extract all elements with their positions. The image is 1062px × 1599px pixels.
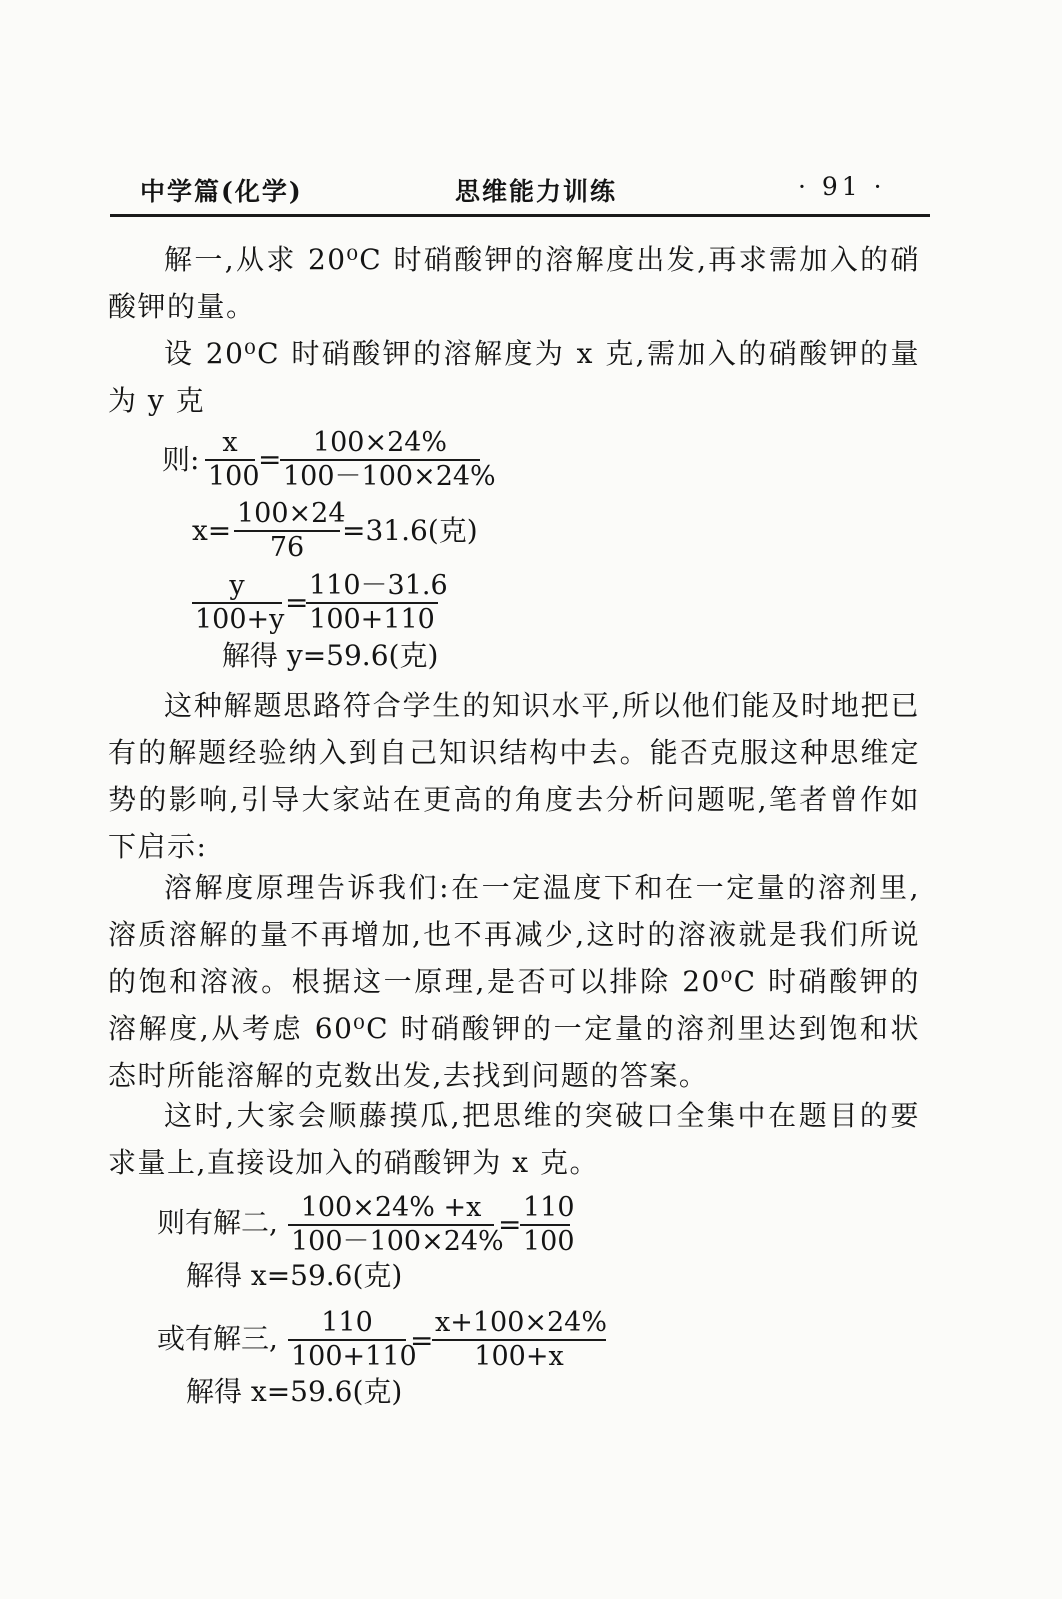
eq4-rhs-denominator: 100 bbox=[523, 1226, 575, 1257]
paragraph-solution-one-intro: 解一,从求 20⁰C 时硝酸钾的溶解度出发,再求需加入的硝酸钾的量。 bbox=[108, 243, 920, 323]
eq3-lhs-fraction bbox=[192, 570, 285, 635]
eq2-fraction bbox=[234, 498, 346, 563]
eq1-rhs-fraction bbox=[280, 427, 496, 492]
eq3-rhs-denominator: 100+110 bbox=[309, 604, 435, 635]
header-section-title: 中学篇(化学) bbox=[140, 177, 303, 206]
eq4-lhs-denominator: 100－100×24% bbox=[291, 1226, 504, 1257]
eq5-rhs-fraction bbox=[432, 1308, 606, 1372]
eq5-lhs-fraction bbox=[288, 1307, 417, 1372]
eq2-prefix: x= bbox=[192, 514, 232, 547]
eq1-equals: = bbox=[258, 443, 282, 476]
eq3-lhs-numerator: y bbox=[192, 571, 282, 604]
eq5-lhs-numerator: 110 bbox=[288, 1308, 406, 1341]
eq1-rhs-denominator: 100－100×24% bbox=[283, 461, 496, 492]
eq5-equals: = bbox=[410, 1324, 434, 1357]
eq3-rhs-numerator: 110－31.6 bbox=[306, 571, 438, 604]
header-book-title: 思维能力训练 bbox=[455, 177, 618, 206]
eq4-equals: = bbox=[498, 1208, 522, 1241]
eq1-rhs-numerator: 100×24% bbox=[280, 428, 480, 461]
eq1-lhs-numerator: x bbox=[205, 428, 255, 461]
eq3-equals: = bbox=[285, 586, 309, 619]
eq4-rhs-fraction bbox=[520, 1192, 575, 1257]
eq3-lhs-denominator: 100+y bbox=[195, 604, 285, 635]
paragraph-direct-approach: 这时,大家会顺藤摸瓜,把思维的突破口全集中在题目的要求量上,直接设加入的硝酸钾为 x 克。 bbox=[108, 1099, 920, 1179]
eq4-rhs-numerator: 110 bbox=[520, 1193, 570, 1226]
eq5-rhs-denominator: 100+x bbox=[474, 1341, 564, 1372]
paragraph-thinking-analysis: 这种解题思路符合学生的知识水平,所以他们能及时地把已有的解题经验纳入到自己知识结构中去。能否克服这种思维定势的影响,引导大家站在更高的角度去分析问题呢,笔者曾作如下启示: bbox=[108, 689, 920, 863]
eq4-lhs-fraction bbox=[288, 1192, 504, 1257]
eq5-prefix: 或有解三, bbox=[157, 1322, 278, 1355]
paragraph-solubility-principle: 溶解度原理告诉我们:在一定温度下和在一定量的溶剂里,溶质溶解的量不再增加,也不再减少,这时的溶液就是我们所说的饱和溶液。根据这一原理,是否可以排除 20⁰C 时硝酸钾的溶解度,从考虑 60⁰C 时硝酸钾的一定量的溶剂里达到饱和状态时所能溶解的克数出发,去找到问题的答案。 bbox=[108, 871, 920, 1092]
eq2-numerator: 100×24 bbox=[234, 499, 340, 532]
eq3-rhs-fraction bbox=[306, 570, 448, 635]
eq1-prefix: 则: bbox=[162, 443, 200, 476]
eq2-denominator: 76 bbox=[269, 532, 305, 563]
eq3-solution: 解得 y=59.6(克) bbox=[222, 639, 439, 672]
eq4-solution: 解得 x=59.6(克) bbox=[186, 1259, 403, 1292]
eq4-lhs-numerator: 100×24% +x bbox=[288, 1193, 494, 1226]
eq5-lhs-denominator: 100+110 bbox=[291, 1341, 417, 1372]
page-number: · 91 · bbox=[798, 172, 886, 201]
running-header bbox=[110, 168, 930, 217]
eq5-solution: 解得 x=59.6(克) bbox=[186, 1375, 403, 1408]
paragraph-variable-definition: 设 20⁰C 时硝酸钾的溶解度为 x 克,需加入的硝酸钾的量为 y 克 bbox=[108, 337, 920, 417]
eq5-rhs-numerator: x+100×24% bbox=[432, 1308, 606, 1341]
eq1-lhs-denominator: 100 bbox=[208, 461, 260, 492]
eq2-result: =31.6(克) bbox=[342, 514, 478, 547]
eq1-lhs-fraction bbox=[205, 427, 260, 492]
eq4-prefix: 则有解二, bbox=[157, 1206, 278, 1239]
